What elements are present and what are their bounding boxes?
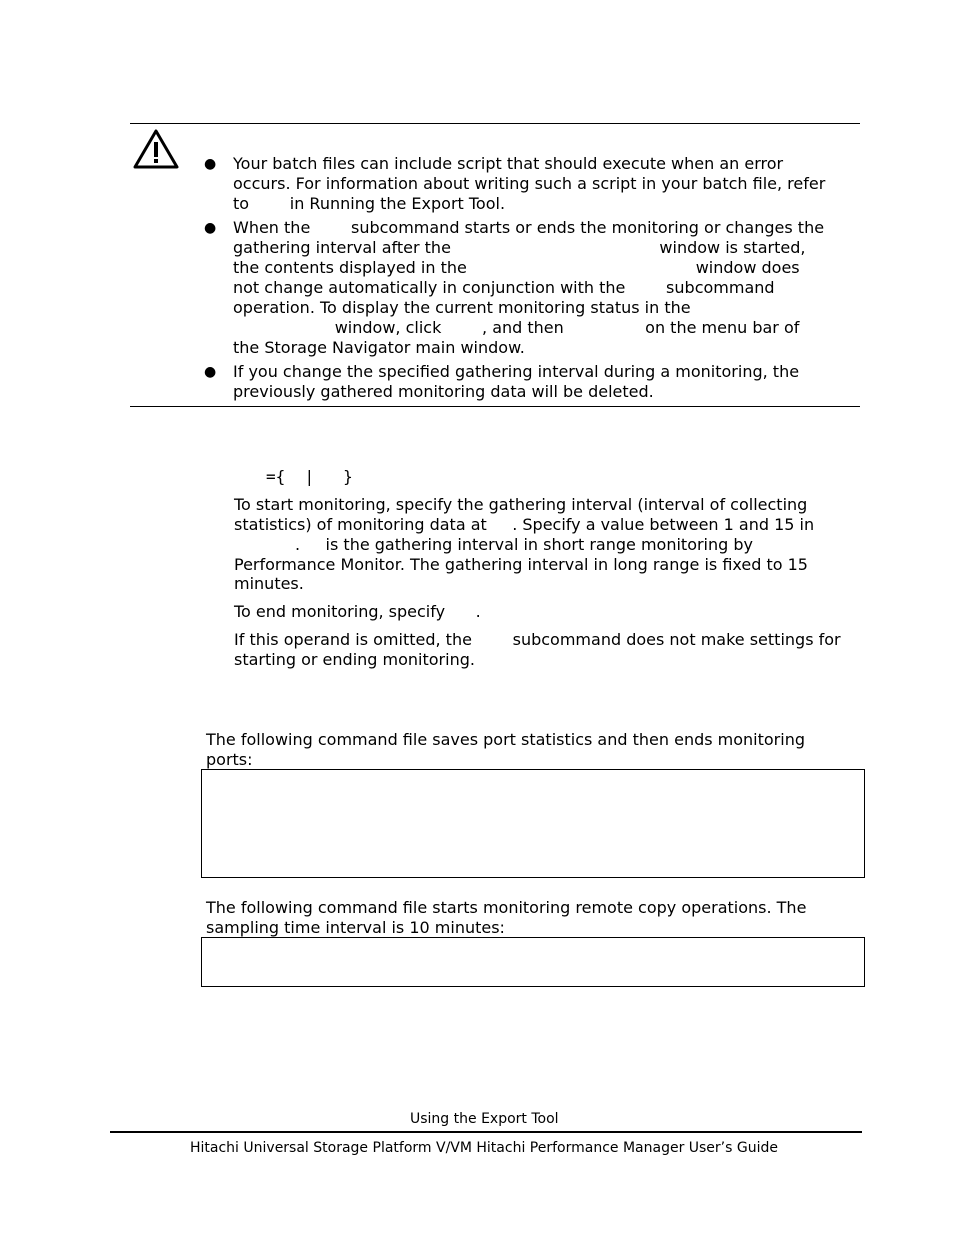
text-line: statistics) of monitoring data at . Specify a value between 1 and 15 in: [234, 515, 815, 534]
caution-top-rule: [130, 123, 860, 124]
text-line: . is the gathering interval in short range monitoring by: [234, 535, 754, 554]
text-line: not change automatically in conjunction with the subcommand: [233, 278, 775, 297]
text-line: The following command file starts monitoring remote copy operations. The: [206, 898, 807, 917]
text-line: If this operand is omitted, the subcommand does not make settings for: [234, 630, 841, 649]
text-line: Your batch files can include script that should execute when an error: [233, 154, 784, 173]
operand-syntax: ={ | }: [266, 467, 353, 486]
text-line: When the subcommand starts or ends the monitoring or changes the: [233, 218, 825, 237]
code-box-1: [201, 769, 865, 878]
text-line: sampling time interval is 10 minutes:: [206, 918, 505, 937]
text-line: occurs. For information about writing such a script in your batch file, refer: [233, 174, 826, 193]
bullet-dot: ●: [204, 364, 217, 380]
text-line: operation. To display the current monitoring status in the: [233, 298, 691, 317]
text-line: minutes.: [234, 574, 304, 593]
footer-book-title: Hitachi Universal Storage Platform V/VM Hitachi Performance Manager User’s Guide: [190, 1140, 778, 1156]
text-line: To end monitoring, specify .: [234, 602, 481, 621]
text-line: starting or ending monitoring.: [234, 650, 475, 669]
text-line: the contents displayed in the window does: [233, 258, 800, 277]
text-line: ports:: [206, 750, 253, 769]
text-line: Performance Monitor. The gathering interval in long range is fixed to 15: [234, 555, 808, 574]
text-line: the Storage Navigator main window.: [233, 338, 525, 357]
text-line: If you change the specified gathering interval during a monitoring, the: [233, 362, 800, 381]
text-line: The following command file saves port statistics and then ends monitoring: [206, 730, 805, 749]
text-line: gathering interval after the window is started,: [233, 238, 806, 257]
text-line: window, click , and then on the menu bar of: [233, 318, 800, 337]
text-line: previously gathered monitoring data will be deleted.: [233, 382, 654, 401]
footer-rule: [110, 1131, 862, 1133]
footer-chapter: Using the Export Tool: [410, 1111, 559, 1127]
bullet-dot: ●: [204, 220, 217, 236]
text-line: to in Running the Export Tool.: [233, 194, 506, 213]
caution-bottom-rule: [130, 406, 860, 407]
code-box-2: [201, 937, 865, 987]
bullet-dot: ●: [204, 156, 217, 172]
text-line: To start monitoring, specify the gathering interval (interval of collecting: [234, 495, 808, 514]
warning-triangle-icon: [132, 128, 180, 170]
